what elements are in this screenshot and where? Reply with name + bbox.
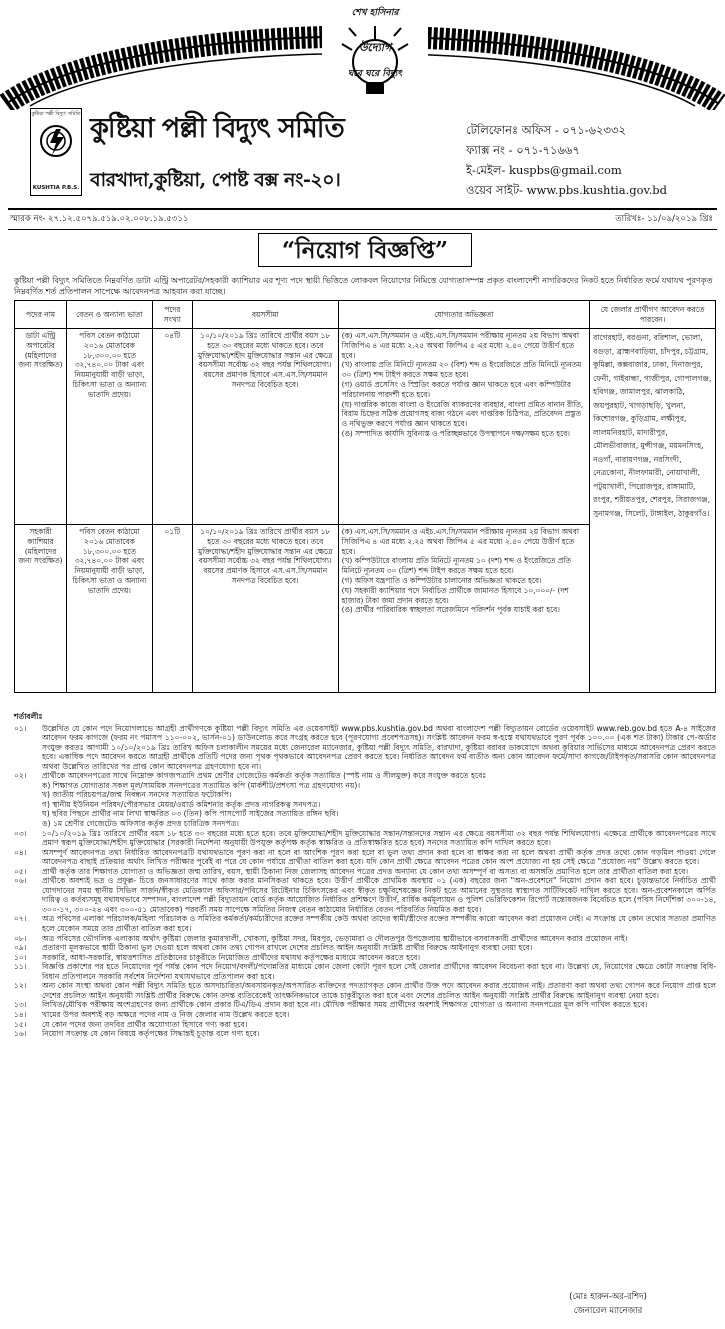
condition-text: প্রতারণা মূলকভাবে স্থায়ী ঠিকানা ভুল দেওয়া হলে অথবা কোন তথ্য গোপন রাখলে দেশের প্রচলিত আইন অনুযায়ী সংশ্লিষ্ট প্রার্থীর বিরুদ্ধে আইনানুগ ব্যবস্থা নেয়া হবে।: [42, 943, 533, 953]
condition-item: [14, 1020, 716, 1030]
condition-text: অন্য কোন সংস্থা অথবা কোন পল্লী বিদ্যুৎ সমিতি হতে অসদাচারিতা/অবসায়নকৃত/অপসারিত ব্যক্তিদের পদত্যাগকৃত কোন প্রার্থীর উক্ত পদে আবেদন করার প্রয়োজন নাই। প্রতারণা করা অথবা তথ্য গোপন করে নিয়োগ প্রাপ্ত হলে দেশের প্রচলিত আইন অনুযায়ী সংশ্লিষ্ট প্রার্থীর বিরুদ্ধে কোন তদন্ত ব্যতিরেকেই তাৎক্ষনিকভাবে তাকে চাকুরীচ্যুত করা হবে এবং দেশের প্রচলিত আইন অনুযায়ী সংশ্লিষ্ট প্রার্থীর বিরুদ্ধে আইনানুগ ব্যবস্থা নেয়া হবে।: [42, 981, 716, 1000]
condition-subitem: [14, 809, 716, 819]
signatory-designation: জেনারেল ম্যানেজার: [573, 1306, 643, 1316]
condition-number: ১৪।: [14, 1009, 27, 1019]
condition-text: নিয়োগ সংক্রান্ত যে কোন বিষয়ে কর্তৃপক্ষের সিদ্ধান্তই চূড়ান্ত বলে গণ্য হবে।: [42, 1029, 260, 1039]
slogan-line-3: ঘরে ঘরে বিদ্যুৎ: [347, 69, 403, 79]
condition-item: [14, 1029, 716, 1039]
qualification-item: (ঘ) সহকারী ক্যাশিয়ার পদে নির্বাচিত প্রার্থীকে জামানত হিসাবে ১০,০০০/- (দশ হাজার) টাকা জমা প্রদান করতে হবে।: [341, 585, 569, 605]
condition-number: ১৬।: [14, 1029, 27, 1039]
qualification-item: (ঘ) দাপ্তরিক কাজে বাংলা ও ইংরেজি ব্যাকরণের ব্যবহার, বাংলা প্রমিত বানান রীতি, বিরাম চিহ্নের সঠিক প্রয়োগসহ বাক্য গঠনে এবং দাপ্তরিক চিঠিপত্র, প্রতিবেদন প্রস্তুত ও নথিভুক্ত করণে পর্যাপ্ত জ্ঞান থাকতে হবে।: [341, 399, 584, 429]
table-row: [15, 329, 716, 525]
condition-item: [14, 981, 716, 1000]
conditions-heading: শর্তাবলীঃ: [14, 712, 43, 721]
condition-number: ০৭।: [14, 914, 27, 924]
condition-number: ১৫।: [14, 1019, 27, 1029]
issue-date: তারিখঃ- ১১/০৯/২০১৯ খ্রিঃ: [615, 214, 713, 224]
slogan-line-1: শেখ হাসিনার: [351, 8, 399, 18]
header-pay: বেতন ও অন্যান্য ভাতা: [66, 301, 152, 329]
age-limit: ১০/১০/২০১৯ খ্রিঃ তারিখে প্রার্থীর বয়স ১৮ হতে ৩০ বছরের মধ্যে থাকতে হবে। তবে মুক্তিযোদ্ধা/শহীদ মুক্তিযোদ্ধার সন্তান এর ক্ষেত্রে বয়সসীমা সর্বোচ্চ ৩২ বছর পর্যন্ত শিথিলযোগ্য। বয়সের প্রমাণক হিসাবে এস.এস.সি/সমমান সনদপত্র বিবেচিত হবে।: [192, 525, 338, 693]
condition-number: ১০।: [14, 952, 27, 962]
pbs-emblem-icon: [38, 121, 74, 165]
contact-block: [466, 120, 667, 200]
condition-text: অত্র পবিসের এলাকা পরিচালক/মহিলা পরিচালক ও সমিতির কর্মকর্তা/কর্মচারীদের রক্তের সম্পর্কীয় কেউ অথবা তাদের স্বামী/স্ত্রীদের রক্তের সম্পর্কীয় কারো আবেদন করা প্রয়োজন নেই। এ সংক্রান্ত যে কোন তথ্যের সত্যতা প্রমাণিত হলে যেকোন সময়ে তার প্রার্থীতা বাতিল করা হবে।: [42, 914, 716, 934]
condition-item: [14, 829, 716, 848]
header-count: পদের সংখ্যা: [152, 301, 192, 329]
condition-text: ক) শিক্ষাগত যোগ্যতার সকল মূল/সাময়িক সনদপত্রের সত্যায়িত কপি (মার্কশীট/প্রশংসা পত্র গ্রহণযোগ্য নয়)।: [42, 780, 361, 790]
condition-number: ১১।: [14, 962, 27, 972]
qualification-item: (গ) ওয়ার্ড প্রসেসিং ও স্প্রিডিং করতে পর্যাপ্ত জ্ঞান থাকতে হবে এবং কম্পিউটার পরিচালনায় পারদর্শী হতে হবে।: [341, 379, 571, 399]
qualification-item: (খ) কম্পিউটারে বাংলায় প্রতি মিনিটে ন্যূনতম ১০ (দশ) শব্দ ও ইংরেজিতে প্রতি মিনিটে ন্যূনতম ৩০ (ত্রিশ) শব্দ টাইপ করতে সক্ষম হতে হবে।: [341, 556, 571, 576]
pay-scale: পবিস বেতন কাঠামো ২০১৬ মোতাবেক ১৮,৩০০.০০ হতে ৩২,৭৪০.০০ টাকা এবং নিয়মানুযায়ী বাড়ী ভাড়া, চিকিৎসা ভাতা ও অন্যান্য ভাতাদি প্রদেয়।: [66, 525, 152, 693]
condition-subitem: [14, 781, 716, 791]
slogan: [325, 8, 425, 80]
condition-item: [14, 867, 716, 877]
slogan-line-2: উদ্যোগ: [358, 41, 392, 55]
org-address: বারখাদা,কুষ্টিয়া, পোষ্ট বক্স নং-২০।: [90, 169, 341, 191]
condition-item: [14, 914, 716, 933]
condition-text: অত্র পবিসের ভৌগলিক এলাকায় অর্থাৎ কুষ্টিয়া জেলার কুমারখালী, খোকসা, কুষ্টিয়া সদর, মিরপুর, ভেড়ামারা ও দৌলতপুর উপজেলায় স্থায়ীভাবে বসবাসকারী প্রার্থীদের আবেদন করার প্রয়োজন নাই।: [42, 933, 628, 943]
vacancy-table: [14, 300, 716, 693]
condition-item: [14, 771, 716, 781]
condition-text: প্রার্থী কর্তৃক তার শিক্ষাগত যোগ্যতা ও অভিজ্ঞতা জন্ম তারিখ, বয়স, স্থায়ী ঠিকানা নিজ জেলাসহ আবেদন পত্রের প্রদত্ত অন্যান্য যে কোন তথ্য অসম্পূর্ণ বা অসত্য বা অসঙ্গতি প্রমাণিত হলে তার প্রার্থীতা বাতিল করা হবে।: [42, 866, 689, 876]
age-limit: ১০/১০/২০১৯ খ্রিঃ তারিখে প্রার্থীর বয়স ১৮ হতে ৩০ বছরের মধ্যে থাকতে হবে। তবে মুক্তিযোদ্ধা/শহীদ মুক্তিযোদ্ধার সন্তান এর ক্ষেত্রে বয়সসীমা সর্বোচ্চ ৩২ বছর পর্যন্ত শিথিলযোগ্য। বয়সের প্রমাণক হিসাবে এস.এস.সি/সমমান সনদপত্র বিবেচিত হবে।: [192, 329, 338, 525]
condition-item: [14, 934, 716, 944]
condition-item: [14, 1010, 716, 1020]
qualifications: [338, 525, 590, 693]
pay-scale: পবিস বেতন কাঠামো ২০১৬ মোতাবেক ১৮,৩০০.০০ হতে ৩২,৭৪০.০০ টাকা এবং নিয়মানুযায়ী বাড়ী ভাড়া, চিকিৎসা ভাতা ও অন্যান্য ভাতাদি প্রদেয়।: [66, 329, 152, 525]
post-name: ডাটা এন্ট্রি অপারেটর (মহিলাদের জন্য সংরক্ষিত): [15, 329, 67, 525]
condition-text: প্রার্থীকে আবেদনপত্রের সাথে নিম্নোক্ত কাগজপত্রাদি প্রথম শ্রেণীর গেজেটেড কর্মকর্তা কর্তৃক সত্যায়িত (স্পষ্ট নাম ও সীলমুক্ত) করে সংযুক্ত করতে হবেঃ: [42, 771, 487, 781]
condition-number: ০৪।: [14, 847, 27, 857]
header-age: বয়সসীমা: [192, 301, 338, 329]
post-name: সহকারী ক্যাশিয়ার (মহিলাদের জন্য সংরক্ষিত): [15, 525, 67, 693]
condition-number: ০১।: [14, 723, 27, 733]
condition-number: ১২।: [14, 981, 27, 991]
eligible-districts: বাগেরহাট, বরগুনা, বরিশাল, ভোলা, বগুড়া, ব্রাহ্মণবাড়িয়া, চাঁদপুর, চট্টগ্রাম, কুমিল্লা, কক্সবাজার, ঢাকা, দিনাজপুর, ফেনী, গাইবান্ধা, গাজীপুর, গোপালগঞ্জ, হবিগঞ্জ, জামালপুর, ঝালকাঠি, জয়পুরহাট, খাগড়াছড়ি, খুলনা, কিশোরগঞ্জ, কুড়িগ্রাম, লক্ষীপুর, লালমনিরহাট, মাদারীপুর, মৌলভীবাজার, মুন্সীগঞ্জ, ময়মনসিংহ, নওগাঁ, নারায়ণগঞ্জ, নরসিংদী, নেত্রকোনা, নীলফামারী, নোয়াখালী, পটুয়াখালী, পিরোজপুর, রাঙ্গামাটি, রংপুর, শরীয়তপুর, শেরপুর, সিরাজগঞ্জ, সুনামগঞ্জ, সিলেট, টাঙ্গাইল, ঠাকুরগাঁও।: [590, 329, 716, 693]
header-qualifications: যোগ্যতার অভিজ্ঞতা: [338, 301, 590, 329]
divider: [8, 208, 717, 210]
pbs-logo: [30, 108, 82, 196]
conditions-section: [14, 712, 716, 1039]
condition-text: সরকারি, আধা-সরকারি, স্বায়ত্তশাসিত প্রতিষ্ঠানের চাকুরীতে নিয়োজিত প্রার্থীদের যথাযথ কর্তৃপক্ষের মাধ্যমে আবেদন করতে হবে।: [42, 952, 421, 962]
condition-item: [14, 943, 716, 953]
condition-number: ০৩।: [14, 828, 27, 838]
condition-item: [14, 848, 716, 867]
contact-email[interactable]: ই-মেইল- kuspbs@gmail.com: [466, 163, 622, 177]
condition-text: লিখিত/মৌখিক পরীক্ষায় অংশগ্রহণের জন্য প্রার্থীকে কোন প্রকার টিএ/ডিএ প্রদান করা হবে না। মৌখিক পরীক্ষার সময় প্রার্থীদের অবশ্যই শিক্ষাগত যোগ্যতা ও অন্যান্য সনদপত্রের মূল কপি দাখিল করতে হবে।: [42, 1000, 648, 1010]
post-count: ০৪টি: [152, 329, 192, 525]
header-post: পদের নাম: [15, 301, 67, 329]
condition-number: ০২।: [14, 771, 27, 781]
signatory-name: (মোঃ হারুন-অর-রশিদ): [569, 1292, 647, 1302]
qualification-item: (খ) বাংলায় প্রতি মিনিটে ন্যূনতম ২০ (বিশ) শব্দ ও ইংরেজিতে প্রতি মিনিটে ন্যূনতম ৩০ (ত্রিশ) শব্দ টাইপ করতে সক্ষম হতে হবে।: [341, 360, 582, 380]
reference-number: স্মারক নং- ২৭.১২.৫০৭৯.৫১৯.০২.০০৮.১৯.৫৩১১: [10, 214, 189, 224]
org-name: কুষ্টিয়া পল্লী বিদ্যুৎ সমিতি: [90, 113, 344, 144]
header-districts: যে জেলার প্রার্থীগণ আবেদন করতে পারবেন।: [590, 301, 716, 329]
qualification-item: (ক) এস.এস.সি/সমমান ও এইচ.এস.সি/সমমান পরীক্ষায় ন্যূনতম ২য় বিভাগ অথবা সিজিপিএ ৪ এর মধ্যে ২.২৫ অথবা জিপিএ ৫ এর মধ্যে ২.৫০ পেয়ে উত্তীর্ণ হতে হবে।: [341, 527, 580, 556]
condition-text: উল্লেখিত যে কোন পদে নিয়োগলাভে আগ্রহী প্রার্থীগণকে কুষ্টিয়া পল্লী বিদ্যুৎ সমিতি এর ওয়েবসাইট www.pbs.kushtia.gov.bd অথবা বাংলাদেশ পল্লী বিদ্যুতায়ন বোর্ডের ওয়েবসাইট www.reb.gov.bd হতে A-৪ সাইজের আবেদন ফরম কাগজে (ফরম নং পমাসপ ১১০-০০২, ভার্সন-০১) ডাউনলোড করে সংগ্রহ করতে হবে (পূরণযোগ্য প্রবেশপত্রসহ)। সংশ্লিষ্ট আবেদন ফরম স্ব-হস্তে যথাযথভাবে পূরণ পূর্বক ১০০.০০ (এক শত টাকা) টাকার পে-অর্ডার সংযুক্ত করতঃ আগামী ১০/১০/২০১৯ খ্রিঃ তারিখ অফিস চলাকালীন সময়ের মধ্যে জেনারেল ম্যানেজার, কুষ্টিয়া পল্লী বিদ্যুৎ সমিতি, বারখাদা, কুষ্টিয়া বরাবর ডাকযোগে অথবা কুরিয়ার সার্ভিসের মাধ্যমে আবেদনপত্র প্রেরণ করতে হবে। একাধিক পদে আবেদন করতে আগ্রহী প্রার্থীকে প্রতিটি পদের জন্য পৃথক পৃথকভাবে আবেদনপত্র প্রেরণ করতে হবে। নির্ধারিত আবেদন ফর্ম ব্যতীত অন্য কোন আবেদন ফর্মে/সাদা কাগজে/টাইপকৃত/সরাসরি কোন আবেদনপত্র অথবা উল্লেখিত তারিখের পর প্রাপ্ত কোন আবেদনপত্র গ্রহণযোগ্য হবে না।: [42, 723, 716, 771]
divider: [8, 229, 717, 230]
condition-item: [14, 876, 716, 914]
qualification-item: (গ) অফিস যন্ত্রপাতি ও কম্পিউটার চালানোর অভিজ্ঞতা থাকতে হবে।: [341, 575, 542, 585]
table-header-row: [15, 301, 716, 329]
qualifications: [338, 329, 590, 525]
condition-text: যে কোন পদের জন্য তদবির প্রার্থীর অযোগ্যতা হিসাবে গণ্য করা হবে।: [42, 1019, 248, 1029]
contact-fax: ফ্যাক্স নং - ০৭১-৭১৬৬৭: [466, 143, 580, 157]
condition-number: ০৫।: [14, 866, 27, 876]
logo-top-text: কুষ্টিয়া পল্লী বিদ্যুৎ সমিতি: [31, 111, 81, 117]
condition-text: খ) জাতীয় পরিচয়পত্র/জন্ম নিবন্ধন সনদের সত্যায়িত ফটোকপি।: [42, 790, 232, 800]
condition-number: ০৯।: [14, 943, 27, 953]
condition-number: ০৮।: [14, 933, 27, 943]
condition-item: [14, 724, 716, 772]
signature-block: [538, 1290, 678, 1318]
condition-text: প্রার্থীকে অবশ্যই ভদ্র ও প্রফুল্ল- চিত্তে জনসাধারণের সাথে কাজ করার মানসিকতা থাকতে হবে। উত্তীর্ণ প্রার্থীকে প্রাথমিক অবস্থায় ০১ (এক) বছরের জন্য "অন-প্রবেশনে" নিয়োগ প্রদান করা হবে। চূড়ান্তভাবে নির্বাচিত প্রার্থী যোগদানের সময় স্থানীয় সিভিল সার্জন/স্বীকৃত মেডিক্যাল অফিসার/পবিসের রিটেইনার চিকিৎসকের এবং স্বীকৃত চক্ষুবিশেষজ্ঞের নিকট হতে আমানের সুস্থতার স্বাস্থ্যগত সার্টিফিকেট দাখিল করতে হবে। অন-প্রবেশনকালে অর্পিত দায়িত্ব ও কর্তব্যসমূহ যথাযথভাবে সম্পাদন, বাংলাদেশ পল্লী বিদ্যুতায়ন বোর্ড কর্তৃক আয়োজিত নির্ধারিত প্রশিক্ষণে উত্তীর্ণ, বার্ষিক কর্মমূল্যায়ন ও পুলিশ ভেরিফিকেশন রিপোর্ট সন্তোষজনক বিবেচিত হলে (পবিস নির্দেশিকা ৩০০-১৪, ৩০০-১৭, ৩০০-২৪ এবং ৩০০-৫১ মোতাবেক) পরবর্তী সময় সাপেক্ষে সমিতির নিজস্ব বেতন কাঠামোর নির্ধারিত বেতন পরিবর্তিত নিয়মিত করা হবে।: [42, 876, 716, 914]
intro-paragraph: কুষ্টিয়া পল্লী বিদ্যুৎ সমিতিতে নিম্নবর্ণিত ডাটা এন্ট্রি অপারেটর/সহকারী ক্যাশিয়ার এর শূণ্য পদে স্থায়ী ভিত্তিতে লোকবল নিয়োগের নিমিত্তে যোগ্যতাসম্পন্ন প্রকৃত বাংলাদেশী নাগরিকদের নিকট হতে নির্ধারিত ফর্মে যথাযথ পূরণকৃত নিম্নবর্ণিত শর্ত প্রতিপালন সাপেক্ষে আবেদনপত্র আহবান করা যাচ্ছে।: [14, 276, 713, 296]
qualification-item: (ঙ) প্রার্থীর পারিবারিক স্বচ্ছলতা সরেজমিনে পরিদর্শন পূর্বক যাচাই করা হবে।: [341, 605, 560, 615]
condition-subitem: [14, 819, 716, 829]
contact-website[interactable]: ওয়েব সাইট- www.pbs.kushtia.gov.bd: [466, 183, 668, 197]
qualification-item: (ক) এস.এস.সি/সমমান ও এইচ.এস.সি/সমমান পরীক্ষায় ন্যূনতম ২য় বিভাগ অথবা সিজিপিএ ৪ এর মধ্যে ২.২৫ অথবা জিপিএ ৫ এর মধ্যে ২.৫০ পেয়ে উত্তীর্ণ হতে হবে।: [341, 331, 580, 360]
condition-text: ১০/১০/২০১৯ খ্রিঃ তারিখে প্রার্থীর বয়স ১৮ হতে ৩০ বছরের মধ্যে হতে হবে। তবে মুক্তিযোদ্ধা/শহীদ মুক্তিযোদ্ধার সন্তান/সন্তানদের সন্তান এর ক্ষেত্রে বয়সসীমা ৩২ বছর পর্যন্ত শিথিলযোগ্য। এক্ষেত্রে প্রার্থীকে আবেদনপত্রের সাথে প্রমাণ স্বরূপ মুক্তিযোদ্ধা/শহীদ মুক্তিযোদ্ধার (সরকারী নির্দেশনা অনুযায়ী উপযুক্ত কর্তৃপক্ষ কর্তৃক স্বাক্ষরিত ও প্রতিস্বাক্ষরিত হতে হবে) সনদের সত্যায়িত কপি দাখিল করতে হবে।: [42, 828, 716, 848]
condition-text: বিজ্ঞপ্তি প্রকাশের পর হতে নিয়োগের পূর্ব পর্যন্ত কোন পদে নিয়োগ/বদলী/পদোন্নতির মাধ্যমে কোন জেলা কোটা পূরণ হলে সেই জেলার প্রার্থীদের আবেদন বিবেচনা করা হবে না। উল্লেখ্য যে, নিয়োগের ক্ষেত্রে কোটা সংক্রান্ত বিধি-বিধান প্রতিপালনে সরকারি সর্বশেষ নির্দেশনা যথাযথভাবে প্রতিপালন করা হবে।: [42, 962, 716, 981]
post-count: ০১টি: [152, 525, 192, 693]
condition-number: ০৬।: [14, 876, 27, 886]
condition-subitem: [14, 790, 716, 800]
notice-title: “নিয়োগ বিজ্ঞপ্তি”: [258, 233, 472, 267]
qualification-item: (ঙ) সম্পাদিত কার্যাদি সুবিন্যস্ত ও পরিচ্ছন্নভাবে উপস্থাপনে দক্ষ/সক্ষম হতে হবে।: [341, 428, 570, 438]
condition-text: খামের উপর অবশ্যই বড় অক্ষরে পদের নাম ও নিজ জেলার নাম উল্লেখ করতে হবে।: [42, 1009, 290, 1019]
condition-item: [14, 962, 716, 981]
condition-text: গ) স্থানীয় ইউনিয়ন পরিষদ/পৌরসভার মেয়র/ওয়ার্ড কমিশনার কর্তৃক প্রদত্ত নাগরিকত্ব সনদপত্র।: [42, 799, 321, 809]
condition-text: ঙ) ১ম শ্রেণীর গেজেটেড অফিসার কর্তৃক প্রদত্ত চারিত্রিক সনদপত্র।: [42, 819, 240, 829]
condition-text: অসম্পূর্ণ আবেদনপত্র তথা নির্ধারিত আবেদনপত্রটি যথাযথভাবে পূরণ করা না হলে বা আংশিক পূরণ করা হলে বা ভুল তথ্য প্রদান করা হলে বা স্বাক্ষর করা না হলে অথবা প্রার্থী কর্তৃক প্রদত্ত তথ্যে কোন গড়মিল পাওয়া গেলে আবেদনপত্র বাছাই প্রক্রিয়ার অর্থাৎ লিখিত পরীক্ষার পূর্বেই বা পরে যে কোন পর্যায়ে প্রার্থীতা বাতিল করা হবে। যদি কোন প্রার্থী ক্ষেত্রে আবেদন পত্রের কোন অংশ প্রযোজ্য না হয় সেই ক্ষেত্রে "প্রযোজ্য নয়" উল্লেখ করতে হবে।: [42, 847, 716, 867]
contact-phone: টেলিফোনঃ অফিস - ০৭১-৬২৩৩২: [466, 123, 626, 137]
condition-item: [14, 1000, 716, 1010]
condition-number: ১৩।: [14, 1000, 27, 1010]
condition-item: [14, 953, 716, 963]
logo-bottom-text: KUSHTIA P.B.S.: [32, 184, 80, 191]
condition-text: ঘ) ছবির পিছনে প্রার্থীর নাম লিখা স্বাক্ষরিত ০৩ (তিন) কপি পাসপোর্ট সাইজের সত্যায়িত রঙ্গিন ছবি।: [42, 809, 339, 819]
